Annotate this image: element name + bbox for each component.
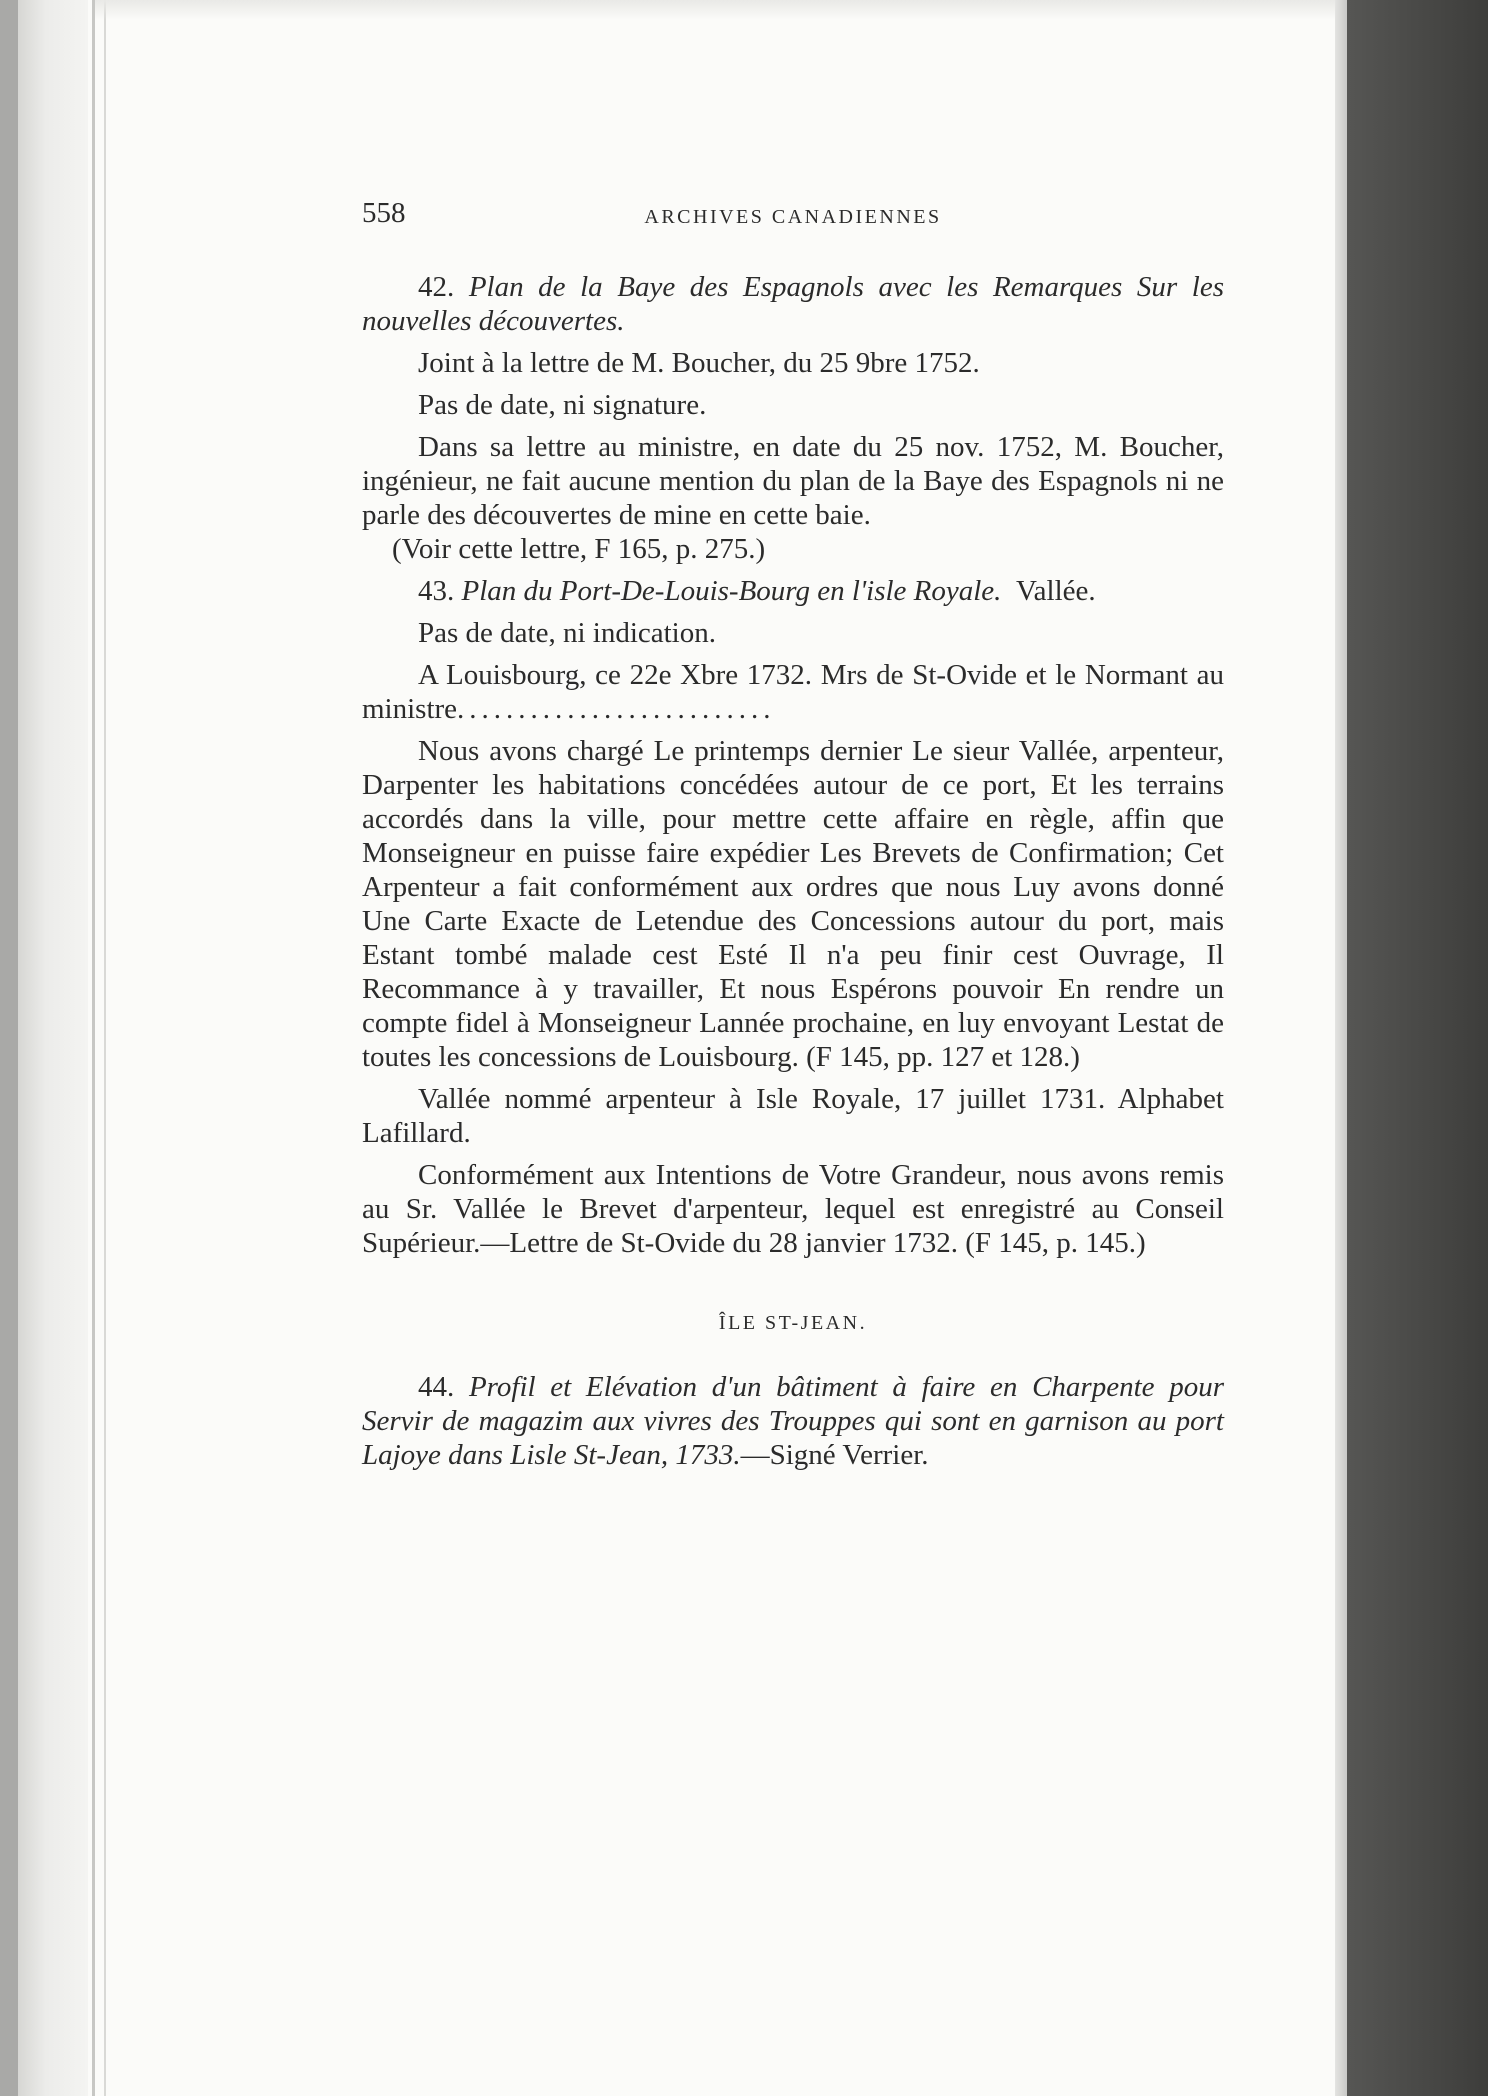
entry-43-letter-intro: A Louisbourg, ce 22e Xbre 1732. Mrs de St-Ovide et le Normant au ministre	[362, 659, 1224, 725]
section-heading: ÎLE ST-JEAN.	[718, 1312, 868, 1334]
entry-43-title	[362, 574, 1224, 608]
entry-42-joint: Joint à la lettre de M. Boucher, du 25 9bre 1752.	[418, 347, 980, 379]
entry-44-title	[362, 1370, 1224, 1472]
entry-43-quote: Nous avons chargé Le printemps dernier Le sieur Vallée, arpenteur, Darpenter les habitations concédées autour de ce port, Et les terrains accordés dans la ville, pour mettre cette affaire en règle, affin que Monseigneur en puisse faire expédier Les Brevets de Confirmation; Cet Arpenteur a fait conformément aux ordres que nous Luy avons donné Une Carte Exacte de Letendue des Concessions autour du port, mais Estant tombé malade cest Esté Il n'a peu finir cest Ouvrage, Il Recommance à y travailler, Et nous Espérons pouvoir En rendre un compte fidel à Monseigneur Lannée prochaine, en luy envoyant Lestat de toutes les concessions de Louisbourg. (F 145, pp. 127 et 128.)	[362, 735, 1224, 1073]
entry-42-number: 42.	[418, 271, 455, 303]
entry-43-quote2: Conformément aux Intentions de Votre Grandeur, nous avons remis au Sr. Vallée le Brevet d'arpenteur, lequel est enregistré au Conseil Supérieur.—Lettre de St-Ovide du 28 janvier 1732. (F 145, p. 145.)	[362, 1159, 1224, 1259]
entry-43-nodate: Pas de date, ni indication.	[418, 617, 716, 649]
running-title: ARCHIVES CANADIENNES	[644, 206, 942, 228]
page-header	[362, 196, 1224, 236]
entry-42-note: Dans sa lettre au ministre, en date du 25 nov. 1752, M. Boucher, ingénieur, ne fait aucune mention du plan de la Baye des Espagnols ni ne parle des découvertes de mine en cette baie.	[362, 431, 1224, 531]
entry-43-author: Vallée.	[1015, 575, 1096, 607]
entry-43-number: 43.	[418, 575, 455, 607]
page-edge-line	[92, 0, 95, 2096]
top-shadow	[95, 0, 1335, 20]
scan-edge-left	[0, 0, 18, 2096]
page-number: 558	[362, 197, 406, 229]
entry-43-letter	[362, 658, 1224, 726]
gutter-edge	[1335, 0, 1347, 2096]
entry-42-title-text: Plan de la Baye des Espagnols avec les Remarques Sur les nouvelles découvertes.	[362, 271, 1224, 337]
page-stack-edge	[18, 0, 88, 2096]
entry-43-leader-dots: ..........................	[457, 693, 776, 725]
entry-42-title	[362, 270, 1224, 338]
entry-43-title-text: Plan du Port-De-Louis-Bourg en l'isle Royale.	[461, 575, 1002, 607]
entry-44-signed: —Signé Verrier.	[740, 1439, 929, 1471]
entry-42-nodate: Pas de date, ni signature.	[418, 389, 707, 421]
document-page	[362, 196, 1224, 1480]
entry-42-ref: (Voir cette lettre, F 165, p. 275.)	[392, 533, 766, 565]
entry-43-appointment: Vallée nommé arpenteur à Isle Royale, 17 juillet 1731. Alphabet Lafillard.	[362, 1083, 1224, 1149]
page-edge-line-inner	[104, 0, 106, 2096]
entry-44-number: 44.	[418, 1371, 455, 1403]
scan-edge-right	[1347, 0, 1488, 2096]
entry-44-title-text: Profil et Elévation d'un bâtiment à faire en Charpente pour Servir de magazim aux vivres des Trouppes qui sont en garnison au port Lajoye dans Lisle St-Jean, 1733.	[362, 1371, 1225, 1471]
